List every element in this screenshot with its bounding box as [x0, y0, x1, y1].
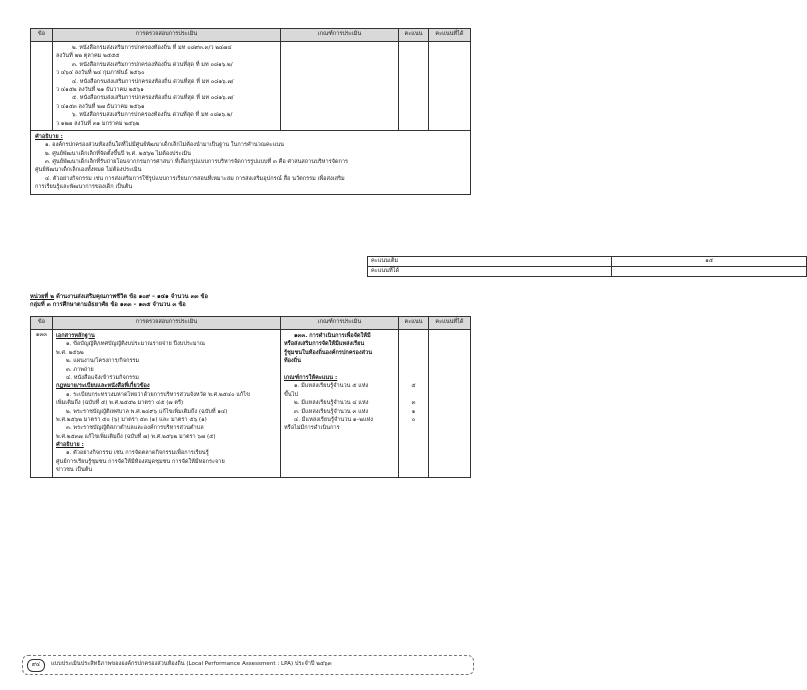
header-no: ข้อ — [31, 317, 53, 330]
doc-line: ว ๔๑๕๒ ลงวันที่ ๒๑ ธันวาคม ๒๕๖๑ — [56, 86, 144, 93]
issue-line: ๓. ภาพถ่าย — [66, 366, 94, 373]
item-number: ๑๓๓ — [31, 330, 53, 478]
table1-notes-row — [31, 130, 471, 194]
doc-line: ๕. หนังสือกรมส่งเสริมการปกครองท้องถิ่น ด่วนที่สุด ที่ มท ๐๘๑๖.๗/ — [72, 95, 234, 102]
criteria-line: ท้องถิ่น — [284, 358, 301, 365]
page-number-badge: ๙๔ — [27, 659, 45, 672]
score-summary-table — [367, 256, 807, 277]
note-line: ๔. ตัวอย่างกิจกรรม เช่น การส่งเสริมการใช้รูปแบบการเรียนการสอนที่เหมาะสม การส่งเสริมอุปกรณ์ สื่อ นวัตกรรม เพื่อส่งเสริม — [45, 175, 345, 182]
issue-line: เพิ่มเติมถึง (ฉบับที่ ๕) พ.ศ.๒๕๕๒ มาตรา ๔๕ (๗ ตรี) — [56, 400, 184, 407]
table1-body-row — [31, 42, 471, 131]
table1-score-got-cell — [429, 42, 471, 131]
assessment-table-2 — [30, 316, 471, 478]
score-value: ๕ — [411, 383, 416, 390]
issue-line: เอกสารหลักฐาน — [56, 333, 95, 339]
score-value — [399, 340, 428, 348]
score-value — [399, 349, 428, 357]
criteria-line: เกณฑ์การให้คะแนน : — [284, 374, 338, 381]
doc-line: ว ๔๖๔ ลงวันที่ ๒๔ กุมภาพันธ์ ๒๕๖๐ — [56, 70, 145, 77]
criteria-line: ๑. มีแหล่งเรียนรู้จำนวน ๕ แห่ง — [294, 383, 369, 390]
header-score: คะแนน — [399, 29, 429, 42]
table1-score-cell — [399, 42, 429, 131]
header-no: ข้อ — [31, 29, 53, 42]
assessment-table-1 — [30, 28, 471, 195]
header-score-got: คะแนนที่ได้ — [429, 317, 471, 330]
header-criteria: เกณฑ์การประเมิน — [281, 317, 399, 330]
header-criteria: เกณฑ์การประเมิน — [281, 29, 399, 42]
note-line: ๒. ศูนย์พัฒนาเด็กเล็กที่จัดตั้งขึ้นปี พ.ศ. ๒๕๖๒ ไม่ต้องประเมิน — [45, 150, 191, 157]
section-subtitle: กลุ่มที่ ๓ การศึกษาตามอัธยาศัย ข้อ ๑๓๓ – ๑๓๕ จำนวน ๓ ข้อ — [30, 302, 186, 309]
score-value: ๓ — [411, 400, 416, 407]
header-score: คะแนน — [399, 317, 429, 330]
table2-issue-cell — [53, 330, 281, 478]
doc-line: ว ๔๑๕๓ ลงวันที่ ๒๗ ธันวาคม ๒๕๖๑ — [56, 103, 145, 110]
table2-header-row — [31, 317, 471, 330]
doc-line: ว ๑๒๗ ลงวันที่ ๓๑ มกราคม ๒๕๖๒ — [56, 120, 140, 127]
doc-line: ๔. หนังสือกรมส่งเสริมการปกครองท้องถิ่น ด่วนที่สุด ที่ มท ๐๘๑๖.๗/ — [72, 78, 234, 85]
issue-line: ๑. ตัวอย่างกิจกรรม เช่น การจัดตลาดกิจกรรมเพื่อการเรียนรู้ — [66, 450, 209, 457]
table2-body-row — [31, 330, 471, 478]
criteria-line: ๓. มีแหล่งเรียนรู้จำนวน ๓ แห่ง — [294, 408, 369, 415]
doc-line: ลงวันที่ ๒๒ ตุลาคม ๒๕๕๕ — [56, 53, 120, 60]
page-footer — [22, 655, 474, 675]
criteria-line — [284, 366, 395, 374]
note-line: ๓. ศูนย์พัฒนาเด็กเล็กที่รับถ่ายโอนจากกรมการศาสนา ที่เลือกรูปแบบการบริหารจัดการรูปแบบที่ ๓ คือ ศาสนสถานบริหารจัดการ — [45, 159, 349, 166]
note-line: ศูนย์พัฒนาเด็กเล็กเองทั้งหมด ไม่ต้องประเมิน — [35, 167, 142, 174]
issue-line: พ.ศ. ๒๕๖๒ — [56, 349, 84, 356]
issue-line: ศูนย์การเรียนรู้ชุมชน การจัดให้มีห้องสมุดชุมชน การจัดให้มีหอกระจาย — [56, 458, 225, 465]
header-issue: การตรวจสอบการประเมิน — [53, 29, 281, 42]
issue-line: ข่าวชน เป็นต้น — [56, 467, 93, 474]
table2-score-cell — [399, 330, 429, 478]
table2-score-got-cell — [429, 330, 471, 478]
issue-line: ๑. ระเบียบกระทรวงมหาดไทยว่าด้วยการบริหารส่วนจังหวัด พ.ศ.๒๕๔๐ แก้ไข — [66, 391, 250, 398]
full-score-value: ๑๕ — [612, 257, 807, 267]
score-value — [399, 332, 428, 340]
issue-line: ๑. ข้อบัญญัติ/เทศบัญญัติงบประมาณรายจ่าย ปีงบประมาณ — [66, 341, 205, 348]
doc-line: ๖. หนังสือกรมส่งเสริมการปกครองท้องถิ่น ด่วนที่สุด ที่ มท ๐๘๑๖.๒/ — [72, 112, 233, 119]
issue-line: พ.ศ.๒๕๓๗ แก้ไขเพิ่มเติมถึง (ฉบับที่ ๗) พ.ศ.๒๕๖๒ มาตรา ๖๗ (๕) — [56, 433, 216, 440]
criteria-line: ขึ้นไป — [284, 391, 299, 398]
score-value: ๐ — [411, 416, 416, 423]
got-score-value — [612, 267, 807, 277]
criteria-line: หรือส่งเสริมการจัดให้มีแหล่งเรียน — [284, 341, 365, 348]
criteria-line: ๑๓๓. การดำเนินการเพื่อจัดให้มี — [294, 333, 371, 339]
notes-cell — [31, 130, 471, 194]
score-value — [399, 424, 428, 432]
note-line: การเรียนรู้และพัฒนาการของเด็ก เป็นต้น — [35, 184, 133, 191]
table1-header-row — [31, 29, 471, 42]
table1-criteria-cell — [281, 42, 399, 131]
table1-issue-cell — [53, 42, 281, 131]
issue-line: พ.ศ.๒๕๖๒ มาตรา ๕๐ (๖) มาตรา ๕๓ (๑) และ มาตรา ๕๖ (๑) — [56, 416, 207, 423]
table2-criteria-cell — [281, 330, 399, 478]
header-score-got: คะแนนที่ได้ — [429, 29, 471, 42]
assessment-page — [30, 28, 470, 195]
score-value — [399, 366, 428, 374]
score-value — [399, 374, 428, 382]
doc-line: ๒. หนังสือกรมส่งเสริมการปกครองท้องถิ่น ที่ มท ๐๘๙๓.๓/ว ๒๔๗๔ — [72, 45, 232, 51]
score-value: ๑ — [411, 408, 416, 415]
issue-line: คำอธิบาย : — [56, 442, 84, 449]
issue-line: ๔. หนังสือแจ้งเข้าร่วมกิจกรรม — [66, 374, 139, 381]
issue-line: ๓. พระราชบัญญัติสภาตำบลและองค์การบริหารส่วนตำบล — [66, 425, 204, 432]
issue-line: ๒. แผนงาน/โครงการ/กิจกรรม — [66, 358, 140, 365]
got-score-label: คะแนนที่ได้ — [368, 267, 612, 277]
doc-line: ๓. หนังสือกรมส่งเสริมการปกครองท้องถิ่น ด่วนที่สุด ที่ มท ๐๘๑๖.๒/ — [72, 61, 233, 68]
assessment-table-2-wrap — [30, 316, 471, 478]
header-issue: การตรวจสอบการประเมิน — [53, 317, 281, 330]
section-title: ด้านงานส่งเสริมคุณภาพชีวิต ข้อ ๑๐๙ – ๑๔๑ จำนวน ๓๓ ข้อ — [54, 294, 208, 300]
issue-line: กฎหมาย/ระเบียบและหนังสือที่เกี่ยวข้อง — [56, 383, 150, 390]
criteria-line: ๒. มีแหล่งเรียนรู้จำนวน ๔ แห่ง — [294, 400, 369, 407]
section-unit-label: หน่วยที่ ๒ — [30, 294, 55, 300]
table1-no-cell — [31, 42, 53, 131]
section-heading — [30, 293, 470, 310]
score-value — [399, 357, 428, 365]
criteria-line: รู้ชุมชนในท้องถิ่นองค์กรปกครองส่วน — [284, 349, 373, 356]
notes-title: คำอธิบาย : — [35, 133, 63, 140]
issue-line: ๒. พระราชบัญญัติเทศบาล พ.ศ.๒๔๙๖ แก้ไขเพิ่มเติมถึง (ฉบับที่ ๑๔) — [66, 408, 228, 415]
criteria-line: หรือไม่มีการดำเนินการ — [284, 425, 340, 432]
criteria-line: ๔. มีแหล่งเรียนรู้จำนวน ๑–๒แห่ง — [294, 416, 373, 423]
full-score-label: คะแนนเต็ม — [368, 257, 612, 267]
footer-title: แบบประเมินประสิทธิภาพขององค์กรปกครองส่วนท้องถิ่น (Local Performance Assessment : LPA) ประจำปี ๒๕๖๓ — [51, 661, 332, 667]
score-value — [399, 391, 428, 399]
note-line: ๑. องค์กรปกครองส่วนท้องถิ่นใดที่ไม่มีศูนย์พัฒนาเด็กเล็กไม่ต้องนำมาเป็นฐาน ในการคำนวณคะแนน — [45, 142, 284, 149]
